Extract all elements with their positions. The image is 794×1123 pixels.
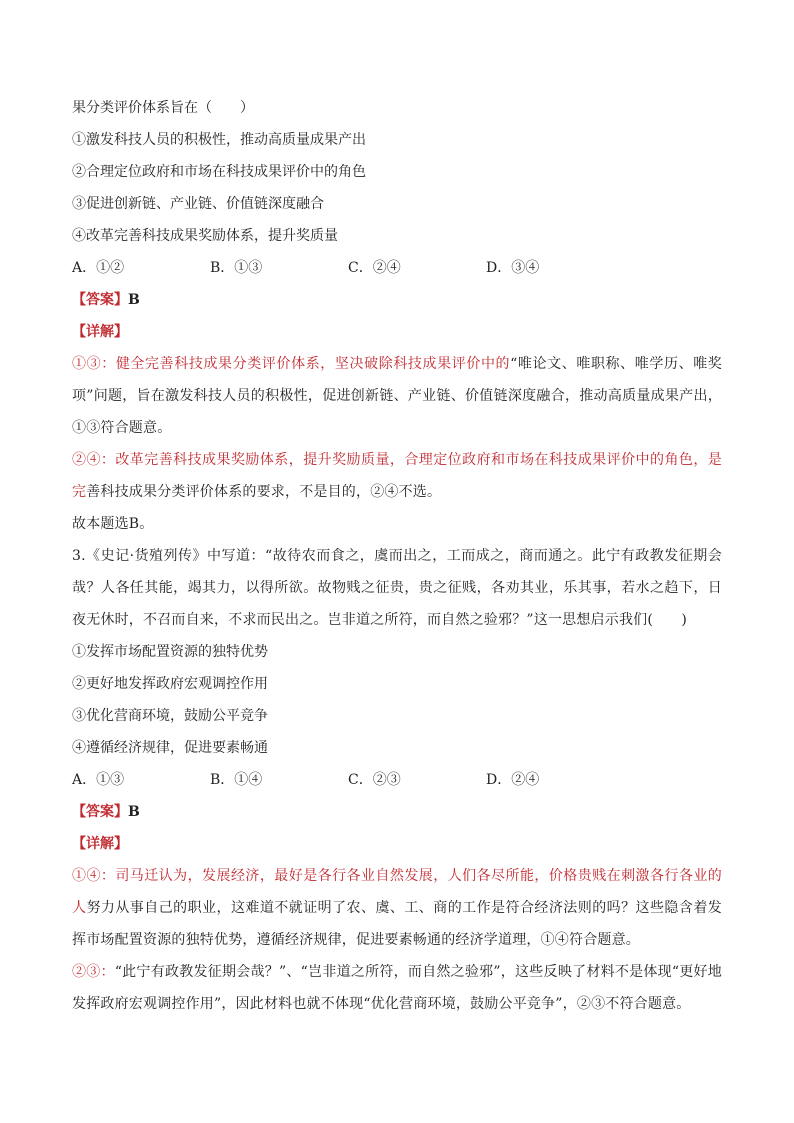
- q3-option-d: D．②④: [486, 772, 540, 788]
- q2-conclusion: 故本题选B。: [72, 516, 154, 532]
- q2-item-2: ②合理定位政府和市场在科技成果评价中的角色: [72, 164, 366, 180]
- q3-explain2-black: “此宁有政教发征期会哉？”、“岂非道之所符，而自然之验邪”，这些反映了材料不是体现“更好地发挥政府宏观调控作用”，因此材料也就不体现“优化营商环境，鼓励公平竞争”，②③不符合题意。: [72, 964, 722, 1012]
- document-page: [72, 98, 722, 1020]
- q3-explain1-prefix: ①④：: [72, 868, 116, 884]
- q3-item-1: ①发挥市场配置资源的独特优势: [72, 644, 268, 660]
- q3-explanation-1: [72, 860, 722, 956]
- q3-item-4: ④遵循经济规律，促进要素畅通: [72, 740, 268, 756]
- q2-answer-label: 【答案】: [72, 292, 128, 308]
- q2-option-d: D．③④: [486, 260, 540, 276]
- q3-option-c: C．②③: [348, 772, 401, 788]
- q3-stem: 3.《史记·货殖列传》中写道：“故待农而食之，虞而出之，工而成之，商而通之。此宁有政教发征期会哉？人各任其能，竭其力，以得所欲。故物贱之征贵，贵之征贱，各劝其业，乐其事，若水之趋下，日夜无休时，不召而自来，不求而民出之。岂非道之所符，而自然之验邪？”这一思想启示我们( ): [72, 548, 722, 628]
- q3-explain2-prefix: ②③：: [72, 964, 115, 980]
- q2-explain2-prefix: ②④：: [72, 452, 116, 468]
- q2-explain1-prefix: ①③：: [72, 356, 116, 372]
- q2-answer-value: B: [128, 292, 140, 308]
- q3-explanation-2: [72, 956, 722, 1020]
- q2-item-3: ③促进创新链、产业链、价值链深度融合: [72, 196, 324, 212]
- q2-option-a: A．①②: [72, 260, 125, 276]
- q3-item-3: ③优化营商环境，鼓励公平竞争: [72, 708, 268, 724]
- q2-explanation-1: [72, 348, 722, 444]
- q3-item-2: ②更好地发挥政府宏观调控作用: [72, 676, 268, 692]
- q3-answer-label: 【答案】: [72, 804, 128, 820]
- q3-detail-label: 【详解】: [72, 836, 128, 852]
- q2-detail-label: 【详解】: [72, 324, 128, 340]
- q3-option-b: B．①④: [210, 772, 263, 788]
- q2-item-4: ④改革完善科技成果奖励体系，提升奖质量: [72, 228, 338, 244]
- q2-answer: [72, 290, 722, 310]
- q3-explain1-red: 司马迁认为，发展经济，最好是各行各业自然发展，人们各尽所能，价格贵贱在刺激各行各业的人: [72, 868, 722, 916]
- q2-options: [72, 258, 722, 278]
- q2-item-1: ①激发科技人员的积极性，推动高质量成果产出: [72, 132, 366, 148]
- q2-explain1-red: 健全完善科技成果分类评价体系，坚决破除科技成果评价中的: [115, 356, 511, 372]
- q2-option-c: C．②④: [348, 260, 401, 276]
- q2-explain2-red: 改革完善科技成果奖励体系，提升奖励质量，合理定位政府和市场在科技成果评价中的角色，是完: [72, 452, 722, 500]
- q3-option-a: A．①③: [72, 772, 125, 788]
- q2-explain1-black: “唯论文、唯职称、唯学历、唯奖项”问题，旨在激发科技人员的积极性，促进创新链、产业链、价值链深度融合，推动高质量成果产出，①③符合题意。: [72, 356, 722, 436]
- q2-explain2-black: 善科技成果分类评价体系的要求，不是目的，②④不选。: [86, 484, 442, 500]
- q2-stem: 果分类评价体系旨在（ ）: [72, 100, 254, 116]
- q2-option-b: B．①③: [210, 260, 263, 276]
- q3-answer: [72, 802, 722, 822]
- q3-explain1-black: 努力从事自己的职业，这难道不就证明了农、虞、工、商的工作是符合经济法则的吗？这些隐含着发挥市场配置资源的独特优势，遵循经济规律，促进要素畅通的经济学道理，①④符合题意。: [72, 900, 722, 948]
- q2-explanation-2: [72, 444, 722, 508]
- q3-options: [72, 770, 722, 790]
- q3-answer-value: B: [128, 804, 140, 820]
